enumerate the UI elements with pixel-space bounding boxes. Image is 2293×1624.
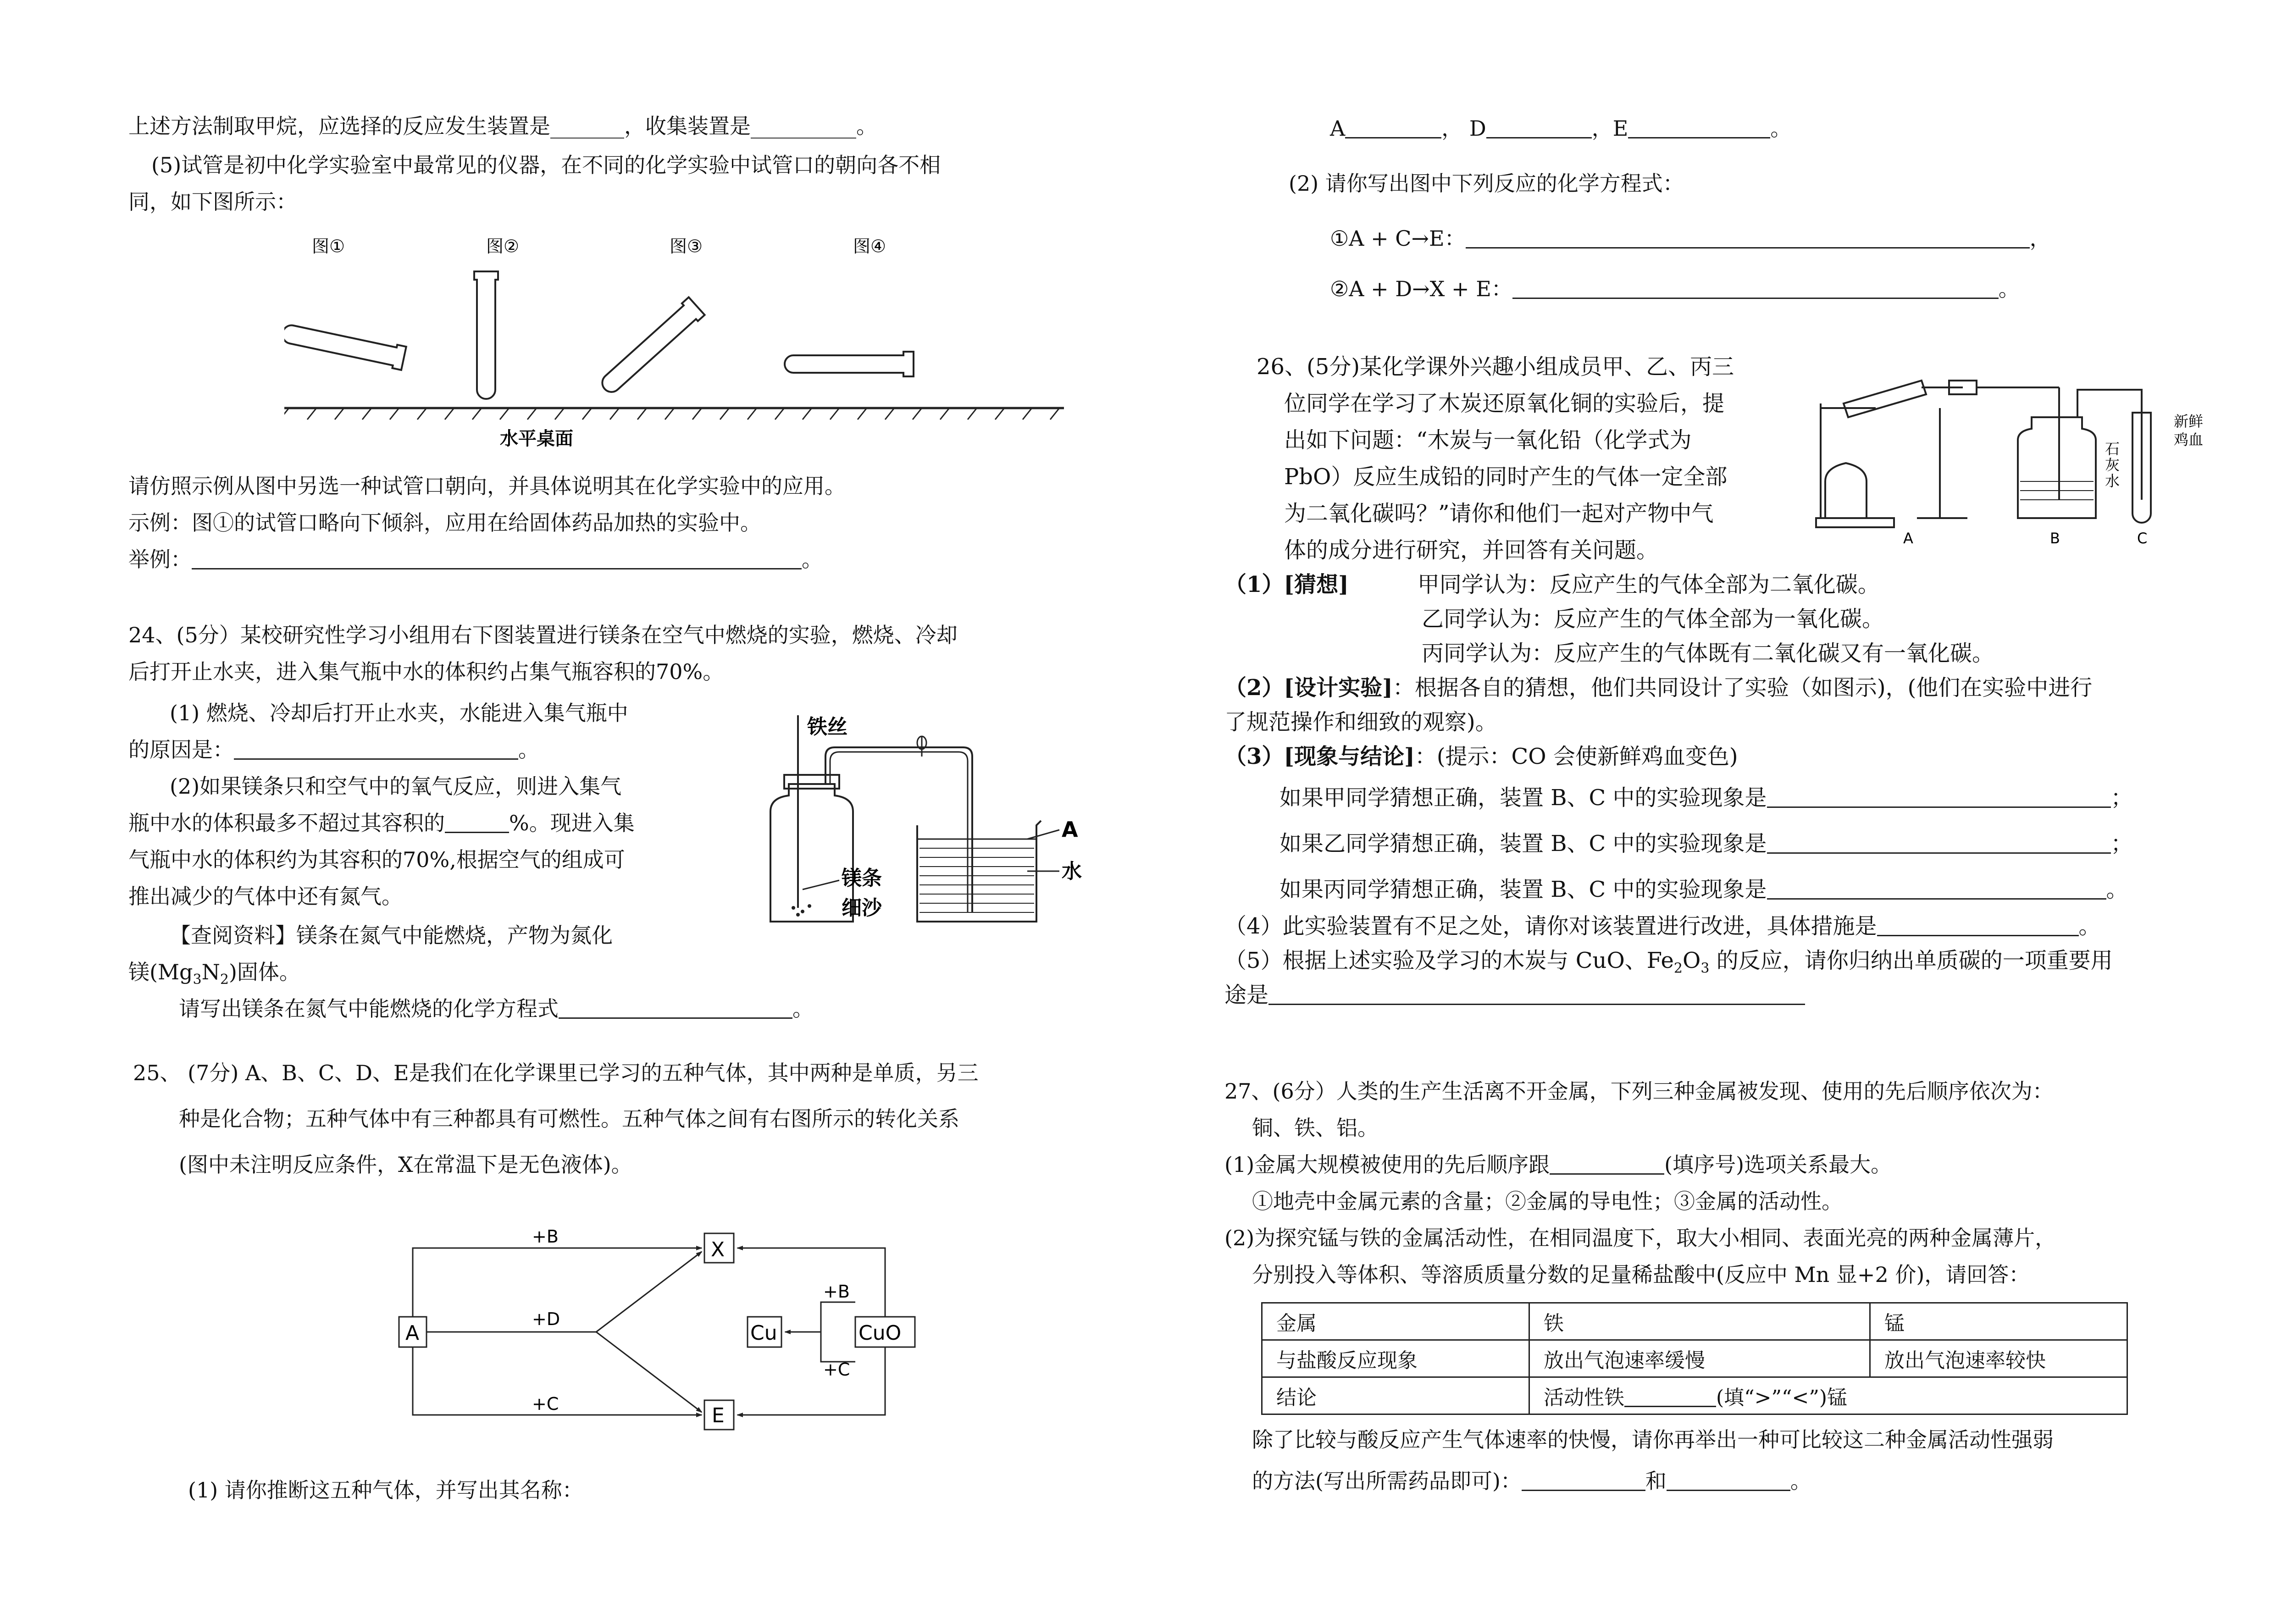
q26-phen-bing: 如果丙同学猜想正确，装置 B、C 中的实验现象是 。 <box>1279 877 2128 902</box>
left-column <box>128 0 1206 1624</box>
q26-guess-yi: 乙同学认为：反应产生的气体全部为一氧化碳。 <box>1422 606 1884 632</box>
q27-2-line2: 分别投入等体积、等溶质质量分数的足量稀盐酸中(反应中 Mn 显+2 价)，请回答： <box>1252 1262 2030 1287</box>
fig-label-3: 图③ <box>670 238 703 256</box>
q23-instruction: 请仿照示例从图中另选一种试管口朝向，并具体说明其在化学实验中的应用。 <box>128 474 846 498</box>
node-X: X <box>711 1238 725 1261</box>
use-blank[interactable] <box>1268 983 1805 1005</box>
tube-1 <box>284 321 406 370</box>
label-iron-wire: 铁丝 <box>807 715 847 739</box>
tube-3 <box>597 297 704 398</box>
label-limewater-2: 灰 <box>2105 456 2120 474</box>
q24-line7: 气瓶中水的体积约为其容积的70%,根据空气的组成可 <box>128 847 625 872</box>
edge-label-C-bottom: +C <box>532 1394 559 1414</box>
q26-improve-line: （4）此实验装置有不足之处，请你对该装置进行改进，具体措施是 。 <box>1224 913 2101 939</box>
q24-equation-blank[interactable] <box>559 997 792 1019</box>
blank-E[interactable] <box>1628 117 1770 138</box>
label-app-B: B <box>2050 530 2060 546</box>
desk-hatch <box>284 408 1059 420</box>
edge-label-D: +D <box>532 1309 560 1329</box>
table-cell: 锰 <box>1870 1303 2127 1340</box>
phen-yi-blank[interactable] <box>1767 832 2111 854</box>
q26-line1: 26、(5分)某化学课外兴趣小组成员甲、乙、丙三 <box>1257 354 1734 380</box>
q26-phen-yi: 如果乙同学猜想正确，装置 B、C 中的实验现象是 ； <box>1279 831 2133 856</box>
q26-guess-bing: 丙同学认为：反应产生的气体既有二氧化碳又有一氧化碳。 <box>1422 641 1994 666</box>
label-app-A: A <box>1903 530 1913 546</box>
magnesium-apparatus-figure <box>725 706 1206 935</box>
q27-line1: 27、(6分）人类的生产生活离不开金属，下列三种金属被发现、使用的先后顺序依次为： <box>1224 1079 2054 1104</box>
q24-info-line2: 镁$(Mg_3N_2)$固体。 <box>128 960 300 988</box>
table-row <box>1262 1303 2127 1340</box>
q26-line6: 体的成分进行研究，并回答有关问题。 <box>1284 537 1659 563</box>
table-cell: 放出气泡速率缓慢 <box>1529 1340 1870 1377</box>
table-cell: 铁 <box>1529 1303 1870 1340</box>
sand-dots <box>792 904 811 917</box>
q23-5-line2: 同，如下图所示： <box>128 189 297 214</box>
q24-equation-line: 请写出镁条在氮气中能燃烧的化学方程式 。 <box>179 996 814 1021</box>
q24-line2: 后打开止水夹，进入集气瓶中水的体积约占集气瓶容积的70%。 <box>128 659 724 684</box>
desk-label: 水平桌面 <box>500 428 573 449</box>
label-limewater-1: 石 <box>2105 440 2120 458</box>
bottle-B <box>2018 417 2096 518</box>
conclusion-blank[interactable] <box>1624 1386 1716 1407</box>
label-mg-ribbon: 镁条 <box>842 867 882 890</box>
q24-2-line: (2)如果镁条只和空气中的氧气反应，则进入集气 <box>170 774 622 799</box>
table-row <box>1262 1340 2127 1377</box>
metal-table <box>1261 1302 2128 1415</box>
q27-1-options: ①地壳中金属元素的含量；②金属的导电性；③金属的活动性。 <box>1252 1189 1843 1214</box>
label-app-C: C <box>2137 530 2148 546</box>
node-E: E <box>712 1404 725 1427</box>
eq1-blank[interactable] <box>1466 227 2030 249</box>
q23-answer-blank[interactable] <box>192 548 802 569</box>
phen-bing-blank[interactable] <box>1767 878 2106 900</box>
q24-1-blank[interactable] <box>234 738 518 760</box>
reaction-tube <box>1844 381 1926 417</box>
q25-1-answers: A ， D ，E 。 <box>1330 116 1792 141</box>
q26-phenomenon-line: （3）[现象与结论]：(提示：CO 会使新鲜鸡血变色) <box>1224 744 1738 769</box>
node-A: A <box>405 1321 420 1345</box>
label-leader-mg <box>803 880 839 889</box>
lamp <box>1825 463 1867 518</box>
q27-2-line4: 的方法(写出所需药品即可)： 和 。 <box>1252 1469 1811 1493</box>
label-A: A <box>1062 817 1078 842</box>
table-cell: 与盐酸反应现象 <box>1262 1340 1529 1377</box>
q26-line5: 为二氧化碳吗？”请你和他们一起对产物中气 <box>1284 501 1714 526</box>
edge-label-B-right: +B <box>823 1282 850 1302</box>
right-column <box>1215 0 2293 1624</box>
q24-line1: 24、(5分）某校研究性学习小组用右下图装置进行镁条在空气中燃烧的实验，燃烧、冷却 <box>128 623 958 647</box>
q25-2-eq2: ②A + D→X + E： 。 <box>1330 276 2020 301</box>
conversion-diagram <box>394 1215 991 1444</box>
reagent-blank-1[interactable] <box>1522 1469 1645 1491</box>
q25-2-eq1: ①A + C→E： ， <box>1330 226 2051 251</box>
q23-5-line1: (5)试管是初中化学实验室中最常见的仪器，在不同的化学实验中试管口的朝向各不相 <box>151 153 941 177</box>
q25-line3: (图中未注明反应条件，X在常温下是无色液体)。 <box>179 1152 632 1177</box>
q24-1-line: (1) 燃烧、冷却后打开止水夹，水能进入集气瓶中 <box>170 701 628 725</box>
beaker <box>917 821 1041 922</box>
node-CuO: CuO <box>858 1321 902 1345</box>
q27-line2: 铜、铁、铝。 <box>1252 1116 1379 1140</box>
tube-4 <box>785 352 914 376</box>
blank-A[interactable] <box>1345 117 1441 138</box>
fig-label-4: 图④ <box>853 238 886 256</box>
q26-line3: 出如下问题：“木炭与一氧化铅（化学式为 <box>1284 427 1692 453</box>
clamp <box>917 736 926 757</box>
q25-2-line: (2) 请你写出图中下列反应的化学方程式： <box>1289 171 1684 196</box>
blank-D[interactable] <box>1486 117 1592 138</box>
q24-2-blank[interactable] <box>445 812 509 833</box>
q26-line2: 位同学在学习了木炭还原氧化铜的实验后，提 <box>1284 391 1725 416</box>
q26-use-line2: 途是 <box>1224 981 1805 1009</box>
q26-design-line: （2）[设计实验]：根据各自的猜想，他们共同设计了实验（如图示)，(他们在实验中进行 <box>1224 675 2093 701</box>
q23-tail-line: 上述方法制取甲烷，应选择的反应发生装置是_______，收集装置是__________。 <box>128 114 877 138</box>
q25-line2: 种是化合物；五种气体中有三种都具有可燃性。五种气体之间有右图所示的转化关系 <box>179 1106 959 1131</box>
fig-label-1: 图① <box>312 238 345 256</box>
improve-blank[interactable] <box>1877 915 2079 936</box>
pbo-apparatus-figure <box>1811 362 2270 546</box>
tube-2 <box>474 271 498 399</box>
node-Cu: Cu <box>750 1321 777 1345</box>
label-water: 水 <box>1062 860 1082 883</box>
edge-label-B-top: +B <box>532 1226 559 1247</box>
q24-2-blank-line: 瓶中水的体积最多不超过其容积的 %。现进入集 <box>128 811 635 835</box>
q26-line4: PbO）反应生成铅的同时产生的气体一定全部 <box>1284 464 1728 490</box>
test-tube-figure <box>284 238 1064 458</box>
label-chicken-blood-1: 新鲜 <box>2174 413 2204 430</box>
q25-line1: 25、 (7分) A、B、C、D、E是我们在化学课里已学习的五种气体，其中两种是单质，另三 <box>133 1061 979 1085</box>
q25-1-line: (1) 请你推断这五种气体，并写出其名称： <box>188 1478 583 1502</box>
table-cell: 结论 <box>1262 1377 1529 1414</box>
q27-2-line1: (2)为探究锰与铁的金属活动性，在相同温度下，取大小相同、表面光亮的两种金属薄片， <box>1224 1226 2056 1250</box>
q27-2-line3: 除了比较与酸反应产生气体速率的快慢，请你再举出一种可比较这二种金属活动性强弱 <box>1252 1427 2054 1452</box>
q24-line8: 推出减少的气体中还有氮气。 <box>128 884 403 909</box>
fig-label-2: 图② <box>486 238 520 256</box>
table-cell-conclusion: 活动性铁 (填“>”“<”)锰 <box>1529 1377 2127 1414</box>
q26-guess-line: （1）[猜想] 甲同学认为：反应产生的气体全部为二氧化碳。 <box>1224 572 1880 597</box>
table-row <box>1262 1377 2127 1414</box>
q27-1-blank[interactable] <box>1550 1153 1664 1175</box>
q23-answer-line: 举例： 。 <box>128 547 823 572</box>
water-lines <box>919 848 1034 912</box>
table-cell: 放出气泡速率较快 <box>1870 1340 2127 1377</box>
label-fine-sand: 细沙 <box>842 896 882 920</box>
table-cell: 金属 <box>1262 1303 1529 1340</box>
q24-info-line: 【查阅资料】镁条在氮气中能燃烧，产物为氮化 <box>170 923 613 948</box>
reagent-blank-2[interactable] <box>1667 1469 1790 1491</box>
phen-jia-blank[interactable] <box>1767 786 2111 808</box>
gas-bottle <box>770 775 853 922</box>
label-limewater-3: 水 <box>2105 472 2120 490</box>
q26-design-line2: 了规范操作和细致的观察)。 <box>1224 709 1497 735</box>
edge-label-C-right: +C <box>823 1359 850 1380</box>
eq2-blank[interactable] <box>1512 277 1999 299</box>
q26-use-line1: （5）根据上述实验及学习的木炭与 CuO、$Fe_2O_3$ 的反应，请你归纳出单质碳的一项重要用 <box>1224 948 2113 977</box>
q27-1-line: (1)金属大规模被使用的先后顺序跟 (填序号)选项关系最大。 <box>1224 1152 1892 1177</box>
label-chicken-blood-2: 鸡血 <box>2174 431 2204 448</box>
q24-1-answer-line: 的原因是： 。 <box>128 737 539 762</box>
q26-phen-jia: 如果甲同学猜想正确，装置 B、C 中的实验现象是 ； <box>1279 785 2133 811</box>
q23-example: 示例：图①的试管口略向下倾斜，应用在给固体药品加热的实验中。 <box>128 510 761 535</box>
